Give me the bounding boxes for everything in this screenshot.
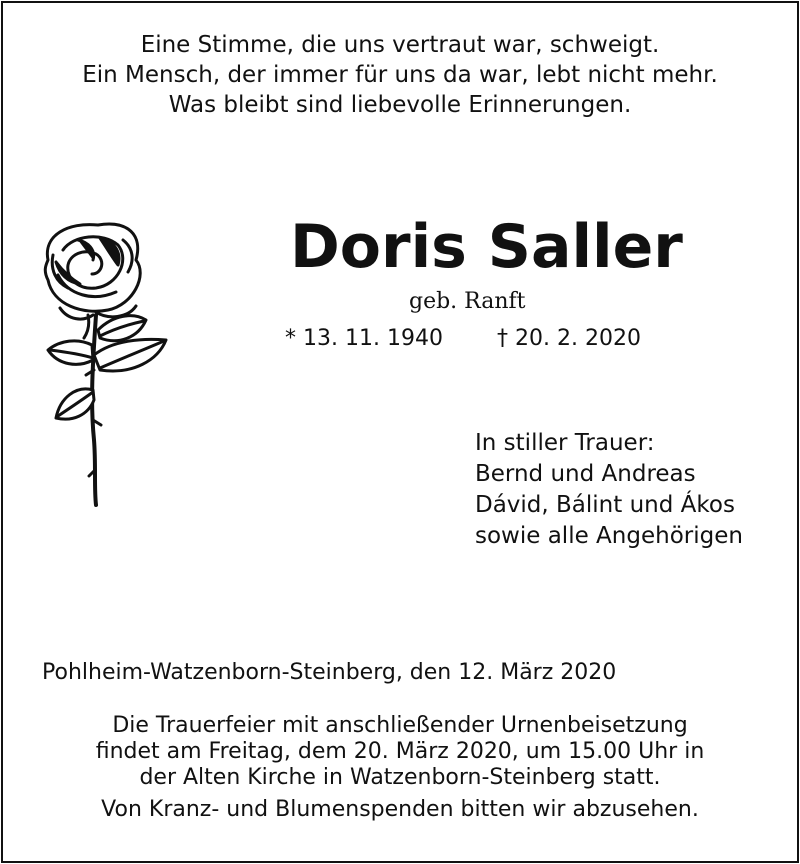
death-date: † 20. 2. 2020 (497, 326, 641, 351)
mourner-line: Dávid, Bálint und Ákos (475, 492, 735, 518)
service-line: findet am Freitag, dem 20. März 2020, um 15.00 Uhr in (95, 739, 705, 764)
service-line: Die Trauerfeier mit anschließender Urnenbeisetzung (112, 713, 688, 738)
poem (0, 30, 800, 120)
mourners-heading: In stiller Trauer: (475, 430, 655, 456)
poem-line: Was bleibt sind liebevolle Erinnerungen. (168, 92, 632, 118)
birth-date: * 13. 11. 1940 (285, 326, 443, 351)
poem-line: Ein Mensch, der immer für uns da war, lebt nicht mehr. (82, 62, 718, 88)
donation-note: Von Kranz- und Blumenspenden bitten wir abzusehen. (101, 797, 699, 822)
mourner-line: Bernd und Andreas (475, 461, 696, 487)
poem-line: Eine Stimme, die uns vertraut war, schweigt. (140, 32, 660, 58)
service-line: der Alten Kirche in Watzenborn-Steinberg statt. (139, 765, 661, 790)
place-date: Pohlheim-Watzenborn-Steinberg, den 12. März 2020 (42, 660, 617, 685)
maiden-name: geb. Ranft (409, 289, 526, 314)
service-info (0, 713, 800, 823)
mourner-line: sowie alle Angehörigen (475, 523, 743, 549)
rose-icon (38, 220, 173, 515)
mourners-block (475, 428, 743, 552)
deceased-name: Doris Saller (290, 212, 683, 282)
